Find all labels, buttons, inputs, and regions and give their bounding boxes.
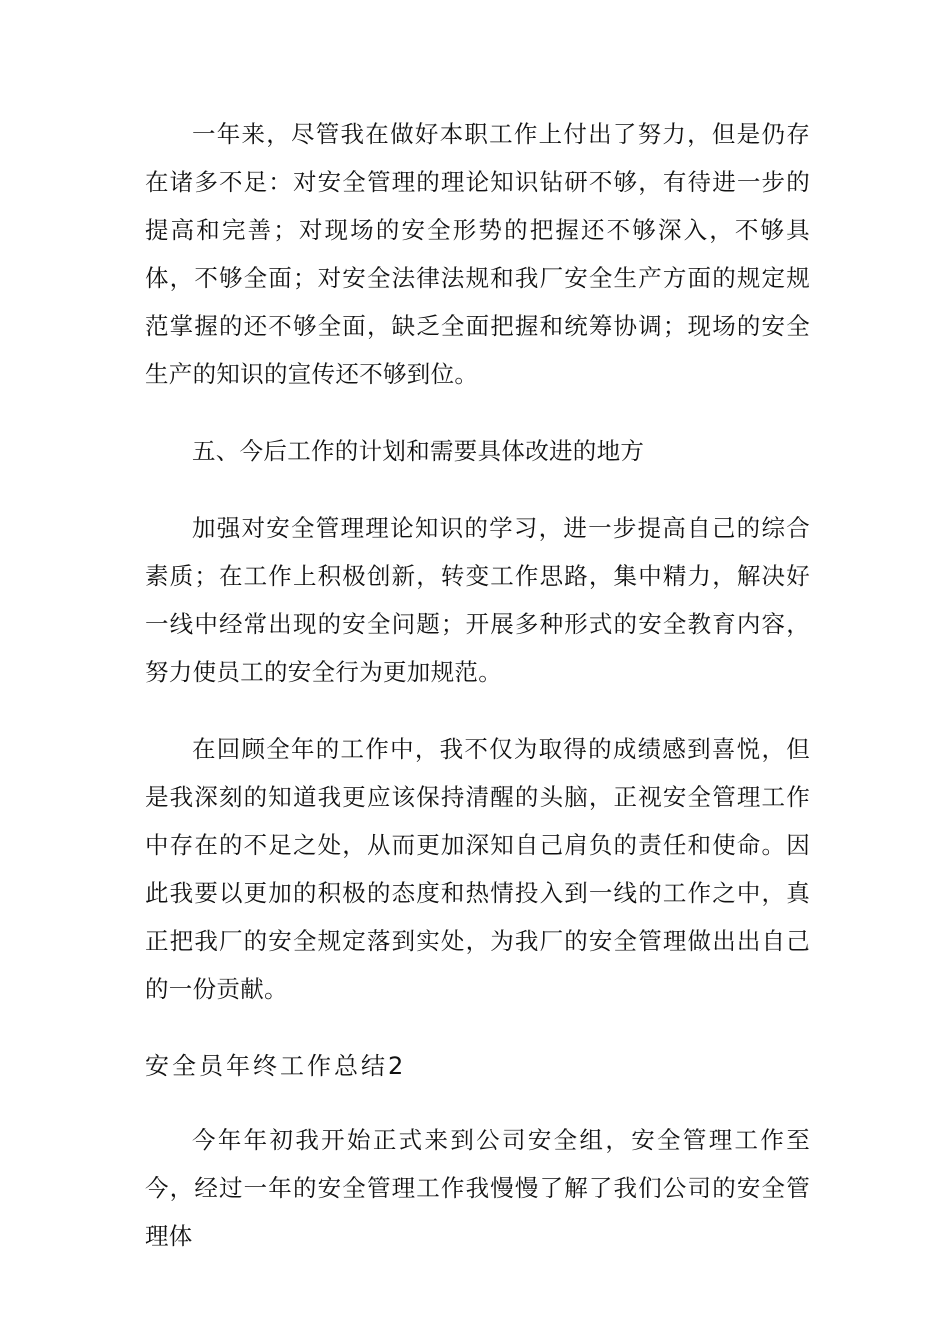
document-page xyxy=(145,110,810,1289)
paragraph-improvement-plan: 加强对安全管理理论知识的学习，进一步提高自己的综合素质；在工作上积极创新，转变工作思路，集中精力，解决好一线中经常出现的安全问题；开展多种形式的安全教育内容，努力使员工的安全行为更加规范。 xyxy=(145,514,810,686)
paragraph-summary-2-intro: 今年年初我开始正式来到公司安全组，安全管理工作至今，经过一年的安全管理工作我慢慢了解了我们公司的安全管理体 xyxy=(145,1126,810,1250)
document-title-summary-2: 安全员年终工作总结2 xyxy=(145,1052,407,1080)
section-heading-future-plan: 五、今后工作的计划和需要具体改进的地方 xyxy=(192,437,645,465)
paragraph-year-review: 在回顾全年的工作中，我不仅为取得的成绩感到喜悦，但是我深刻的知道我更应该保持清醒的头脑，正视安全管理工作中存在的不足之处，从而更加深知自己肩负的责任和使命。因此我要以更加的积极的态度和热情投入到一线的工作之中，真正把我厂的安全规定落到实处，为我厂的安全管理做出出自己的一份贡献。 xyxy=(145,735,810,1003)
paragraph-shortcomings: 一年来，尽管我在做好本职工作上付出了努力，但是仍存在诸多不足：对安全管理的理论知识钻研不够，有待进一步的提高和完善；对现场的安全形势的把握还不够深入，不够具体，不够全面；对安全法律法规和我厂安全生产方面的规定规范掌握的还不够全面，缺乏全面把握和统筹协调；现场的安全生产的知识的宣传还不够到位。 xyxy=(145,120,810,388)
